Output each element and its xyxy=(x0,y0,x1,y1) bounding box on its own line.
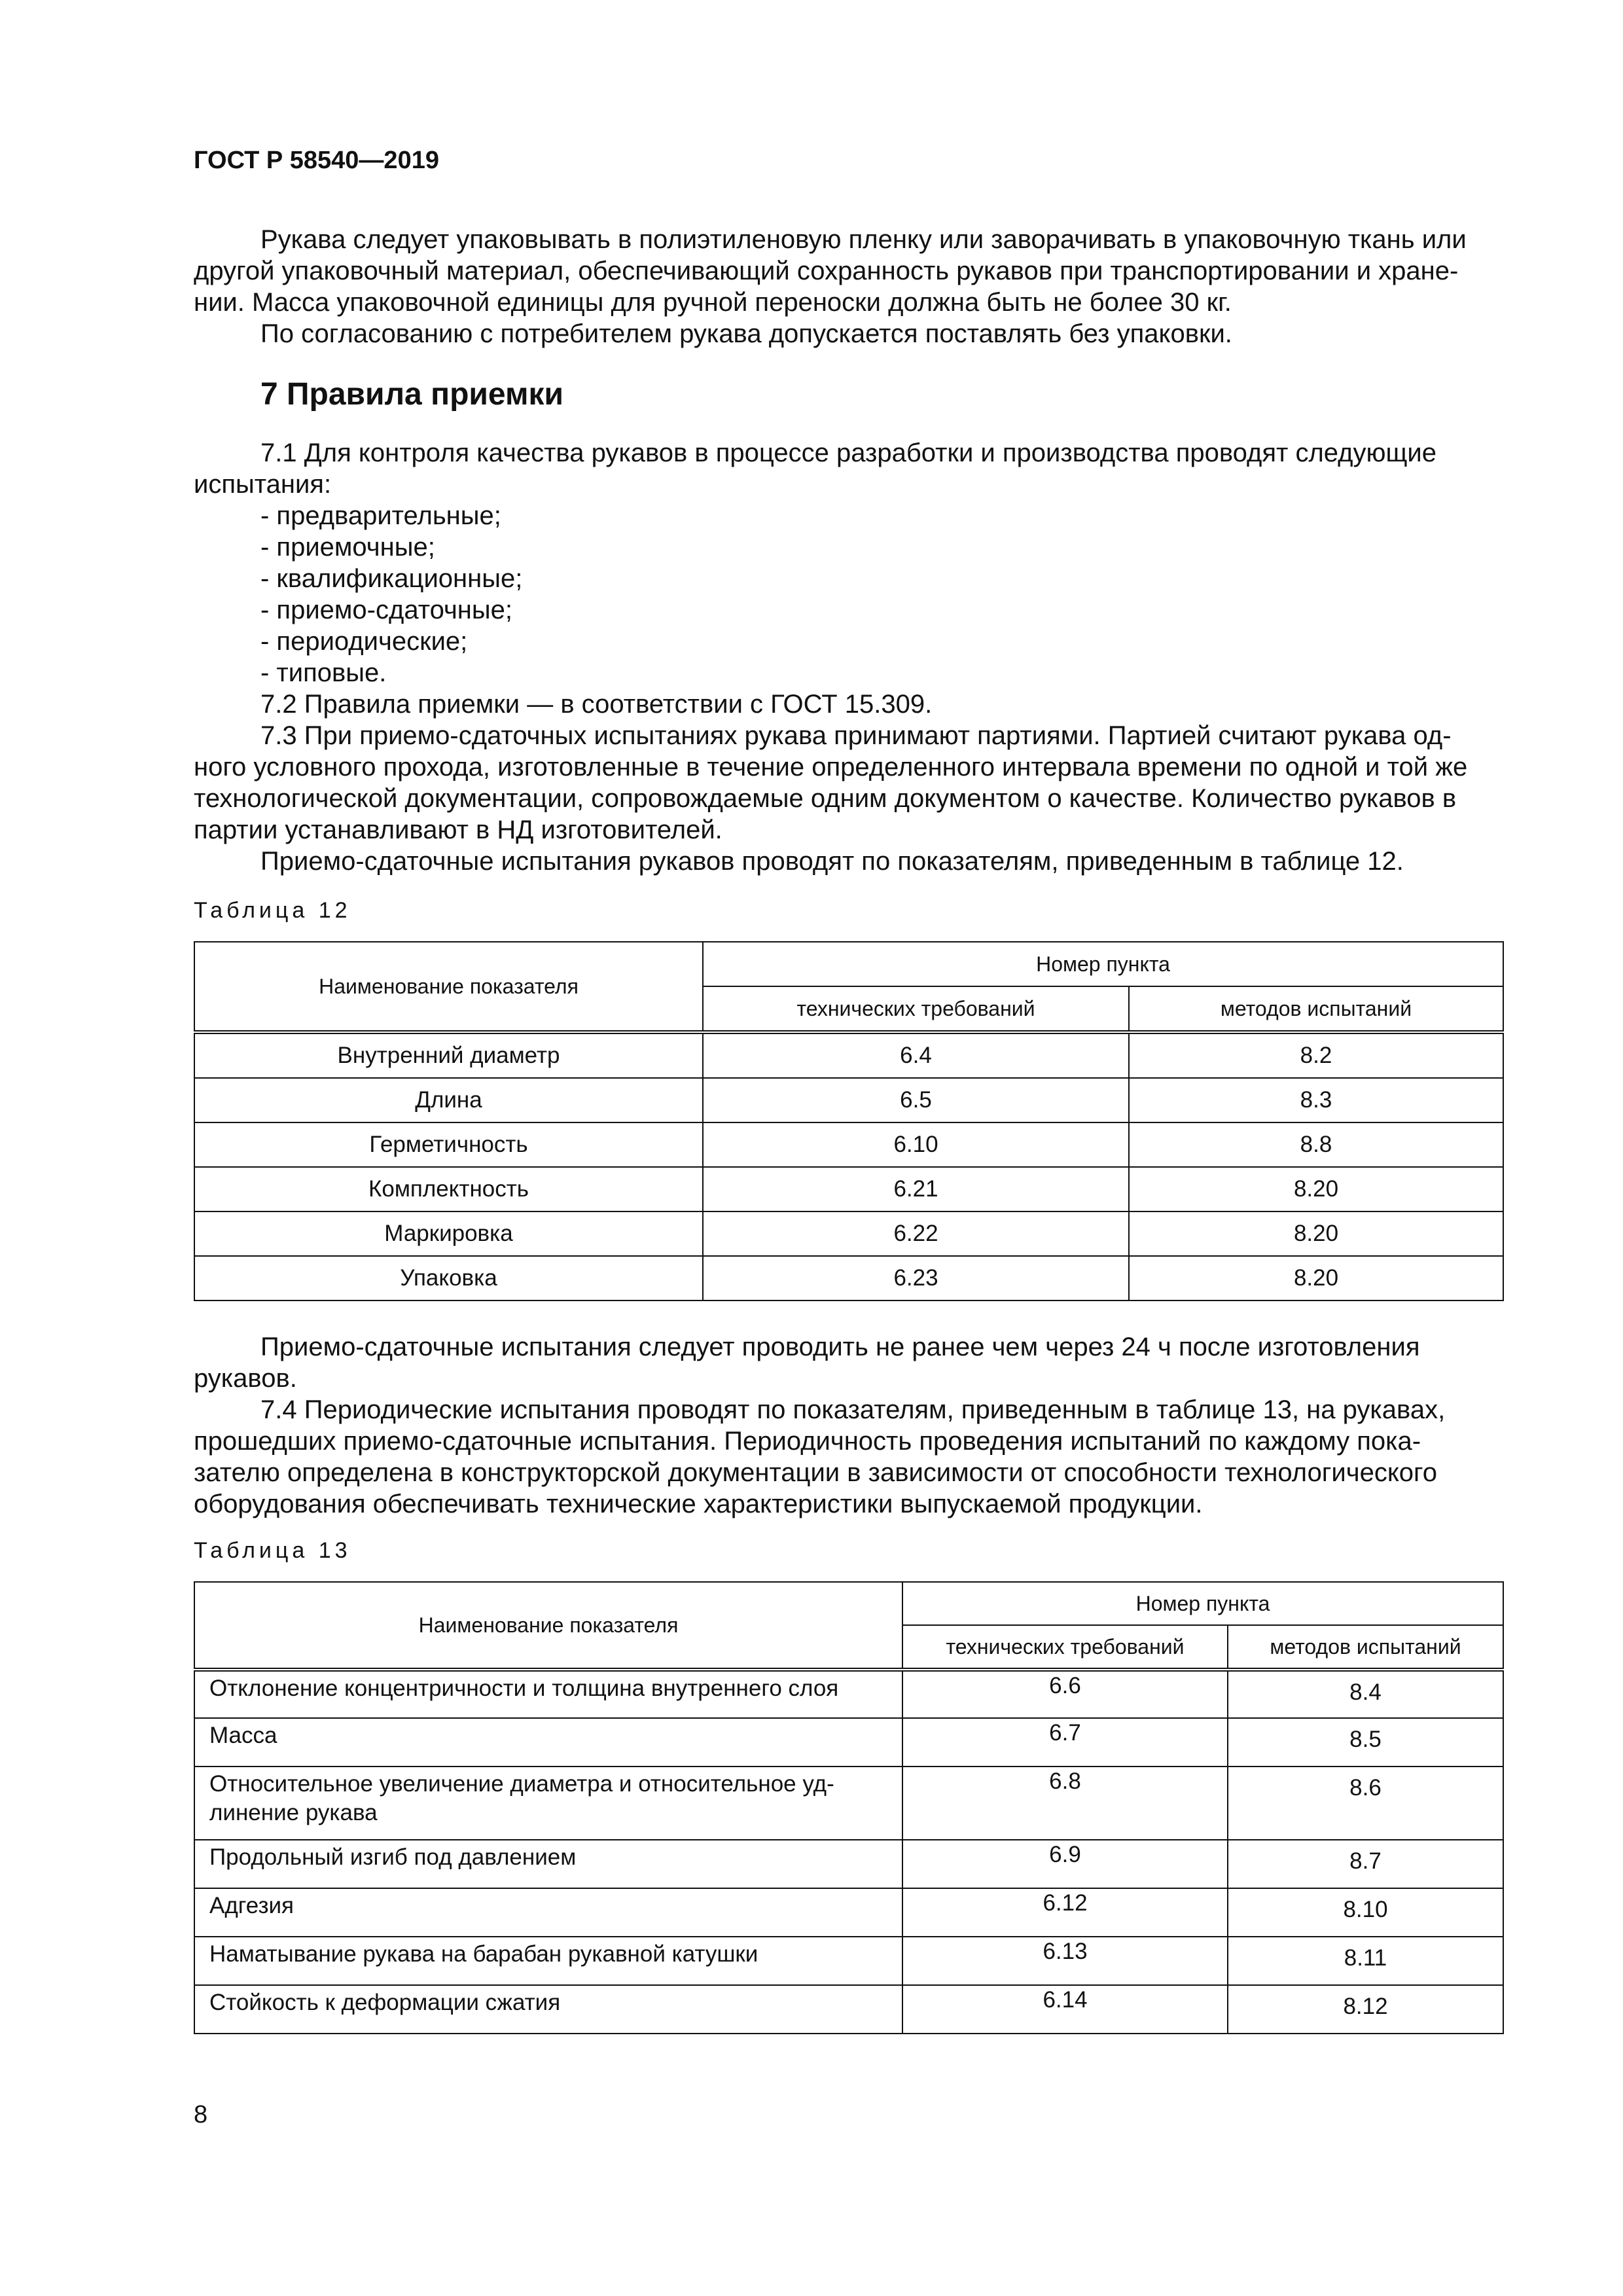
text-line: рукавов. xyxy=(194,1364,297,1393)
table-row xyxy=(194,1167,1503,1211)
header-name: Наименование показателя xyxy=(194,942,703,1032)
page-number: 8 xyxy=(194,2101,208,2128)
text-line: нии. Масса упаковочной единицы для ручной переноски должна быть не более 30 кг. xyxy=(194,288,1232,317)
row-method: 8.5 xyxy=(1228,1718,1503,1767)
text-line: 7.4 Периодические испытания проводят по показателям, приведенным в таблице 13, на рукавах, xyxy=(260,1395,1446,1424)
row-tech: 6.4 xyxy=(703,1032,1129,1078)
row-method: 8.6 xyxy=(1228,1767,1503,1840)
text-line: Приемо-сдаточные испытания следует проводить не ранее чем через 24 ч после изготовления xyxy=(260,1333,1420,1361)
row-method: 8.20 xyxy=(1129,1211,1503,1256)
row-tech: 6.8 xyxy=(902,1767,1228,1840)
row-tech: 6.14 xyxy=(902,1985,1228,2034)
row-tech: 6.13 xyxy=(902,1937,1228,1985)
row-tech: 6.22 xyxy=(703,1211,1129,1256)
row-name: Упаковка xyxy=(194,1256,703,1300)
table-row xyxy=(194,1767,1503,1840)
row-name: Стойкость к деформации сжатия xyxy=(194,1985,902,2034)
text-line: 7.3 При приемо-сдаточных испытаниях рукава принимают партиями. Партией считают рукава од- xyxy=(260,721,1452,750)
row-tech: 6.10 xyxy=(703,1122,1129,1167)
row-name: Внутренний диаметр xyxy=(194,1032,703,1078)
list-item: - квалификационные; xyxy=(260,564,523,593)
row-method: 8.11 xyxy=(1228,1937,1503,1985)
table-row xyxy=(194,1937,1503,1985)
header-group: Номер пункта xyxy=(703,942,1503,986)
row-method: 8.20 xyxy=(1129,1167,1503,1211)
table-13 xyxy=(194,1581,1504,2034)
name-line: Относительное увеличение диаметра и относительное уд- xyxy=(209,1771,834,1797)
row-name: Маркировка xyxy=(194,1211,703,1256)
table-row xyxy=(194,1670,1503,1718)
header-method: методов испытаний xyxy=(1129,986,1503,1032)
text-line: ного условного прохода, изготовленные в течение определенного интервала времени по одной и той же xyxy=(194,753,1468,781)
text-line: Приемо-сдаточные испытания рукавов проводят по показателям, приведенным в таблице 12. xyxy=(260,847,1404,876)
row-tech: 6.21 xyxy=(703,1167,1129,1211)
table-row xyxy=(194,1718,1503,1767)
row-method: 8.3 xyxy=(1129,1078,1503,1122)
table-12 xyxy=(194,941,1504,1301)
row-method: 8.4 xyxy=(1228,1670,1503,1718)
table-row xyxy=(194,1032,1503,1078)
table-row xyxy=(194,1078,1503,1122)
table-row xyxy=(194,1840,1503,1888)
table-row xyxy=(194,1985,1503,2034)
table-row xyxy=(194,1211,1503,1256)
header-tech: технических требований xyxy=(703,986,1129,1032)
list-item: - типовые. xyxy=(260,658,387,687)
header-group: Номер пункта xyxy=(902,1582,1503,1625)
row-tech: 6.7 xyxy=(902,1718,1228,1767)
row-tech: 6.5 xyxy=(703,1078,1129,1122)
row-name: Адгезия xyxy=(194,1888,902,1937)
text-line: прошедших приемо-сдаточные испытания. Периодичность проведения испытаний по каждому пока- xyxy=(194,1427,1421,1456)
list-item: - приемочные; xyxy=(260,533,435,562)
row-tech: 6.9 xyxy=(902,1840,1228,1888)
clause-7-2: 7.2 Правила приемки — в соответствии с ГОСТ 15.309. xyxy=(260,690,933,719)
row-name: Комплектность xyxy=(194,1167,703,1211)
text-line: испытания: xyxy=(194,470,332,499)
header-method: методов испытаний xyxy=(1228,1625,1503,1670)
section-7-body xyxy=(194,437,1503,877)
no-packaging-paragraph: По согласованию с потребителем рукава допускается поставлять без упаковки. xyxy=(260,319,1232,348)
row-method: 8.7 xyxy=(1228,1840,1503,1888)
text-line: 7.1 Для контроля качества рукавов в процессе разработки и производства проводят следующие xyxy=(260,439,1436,467)
row-method: 8.2 xyxy=(1129,1032,1503,1078)
text-line: технологической документации, сопровождаемые одним документом о качестве. Количество рукавов в xyxy=(194,784,1457,813)
row-tech: 6.6 xyxy=(902,1670,1228,1718)
text-line: оборудования обеспечивать технические характеристики выпускаемой продукции. xyxy=(194,1490,1203,1518)
list-item: - приемо-сдаточные; xyxy=(260,596,512,624)
row-method: 8.12 xyxy=(1228,1985,1503,2034)
row-method: 8.10 xyxy=(1228,1888,1503,1937)
packaging-paragraph xyxy=(194,224,1503,350)
table-row xyxy=(194,1888,1503,1937)
header-name: Наименование показателя xyxy=(194,1582,902,1670)
table-13-caption: Таблица 13 xyxy=(194,1538,351,1563)
row-method: 8.20 xyxy=(1129,1256,1503,1300)
row-name: Герметичность xyxy=(194,1122,703,1167)
document-code: ГОСТ Р 58540—2019 xyxy=(194,147,439,174)
table-row xyxy=(194,1256,1503,1300)
row-tech: 6.12 xyxy=(902,1888,1228,1937)
row-name: Продольный изгиб под давлением xyxy=(194,1840,902,1888)
after-table-12-text xyxy=(194,1331,1503,1520)
table-12-caption: Таблица 12 xyxy=(194,898,351,923)
section-title: 7 Правила приемки xyxy=(260,377,564,412)
row-name: Отклонение концентричности и толщина внутреннего слоя xyxy=(194,1670,902,1718)
text-line: зателю определена в конструкторской документации в зависимости от способности технологического xyxy=(194,1458,1437,1487)
table-row xyxy=(194,1122,1503,1167)
header-tech: технических требований xyxy=(902,1625,1228,1670)
name-line: линение рукава xyxy=(209,1800,378,1825)
list-item: - предварительные; xyxy=(260,501,501,530)
row-method: 8.8 xyxy=(1129,1122,1503,1167)
text-line: партии устанавливают в НД изготовителей. xyxy=(194,816,722,844)
text-line: другой упаковочный материал, обеспечивающий сохранность рукавов при транспортировании и хране- xyxy=(194,257,1459,285)
text-line: Рукава следует упаковывать в полиэтиленовую пленку или заворачивать в упаковочную ткань или xyxy=(260,225,1467,254)
row-name: Масса xyxy=(194,1718,902,1767)
row-name xyxy=(194,1767,902,1840)
list-item: - периодические; xyxy=(260,627,468,656)
row-tech: 6.23 xyxy=(703,1256,1129,1300)
row-name: Длина xyxy=(194,1078,703,1122)
row-name: Наматывание рукава на барабан рукавной катушки xyxy=(194,1937,902,1985)
